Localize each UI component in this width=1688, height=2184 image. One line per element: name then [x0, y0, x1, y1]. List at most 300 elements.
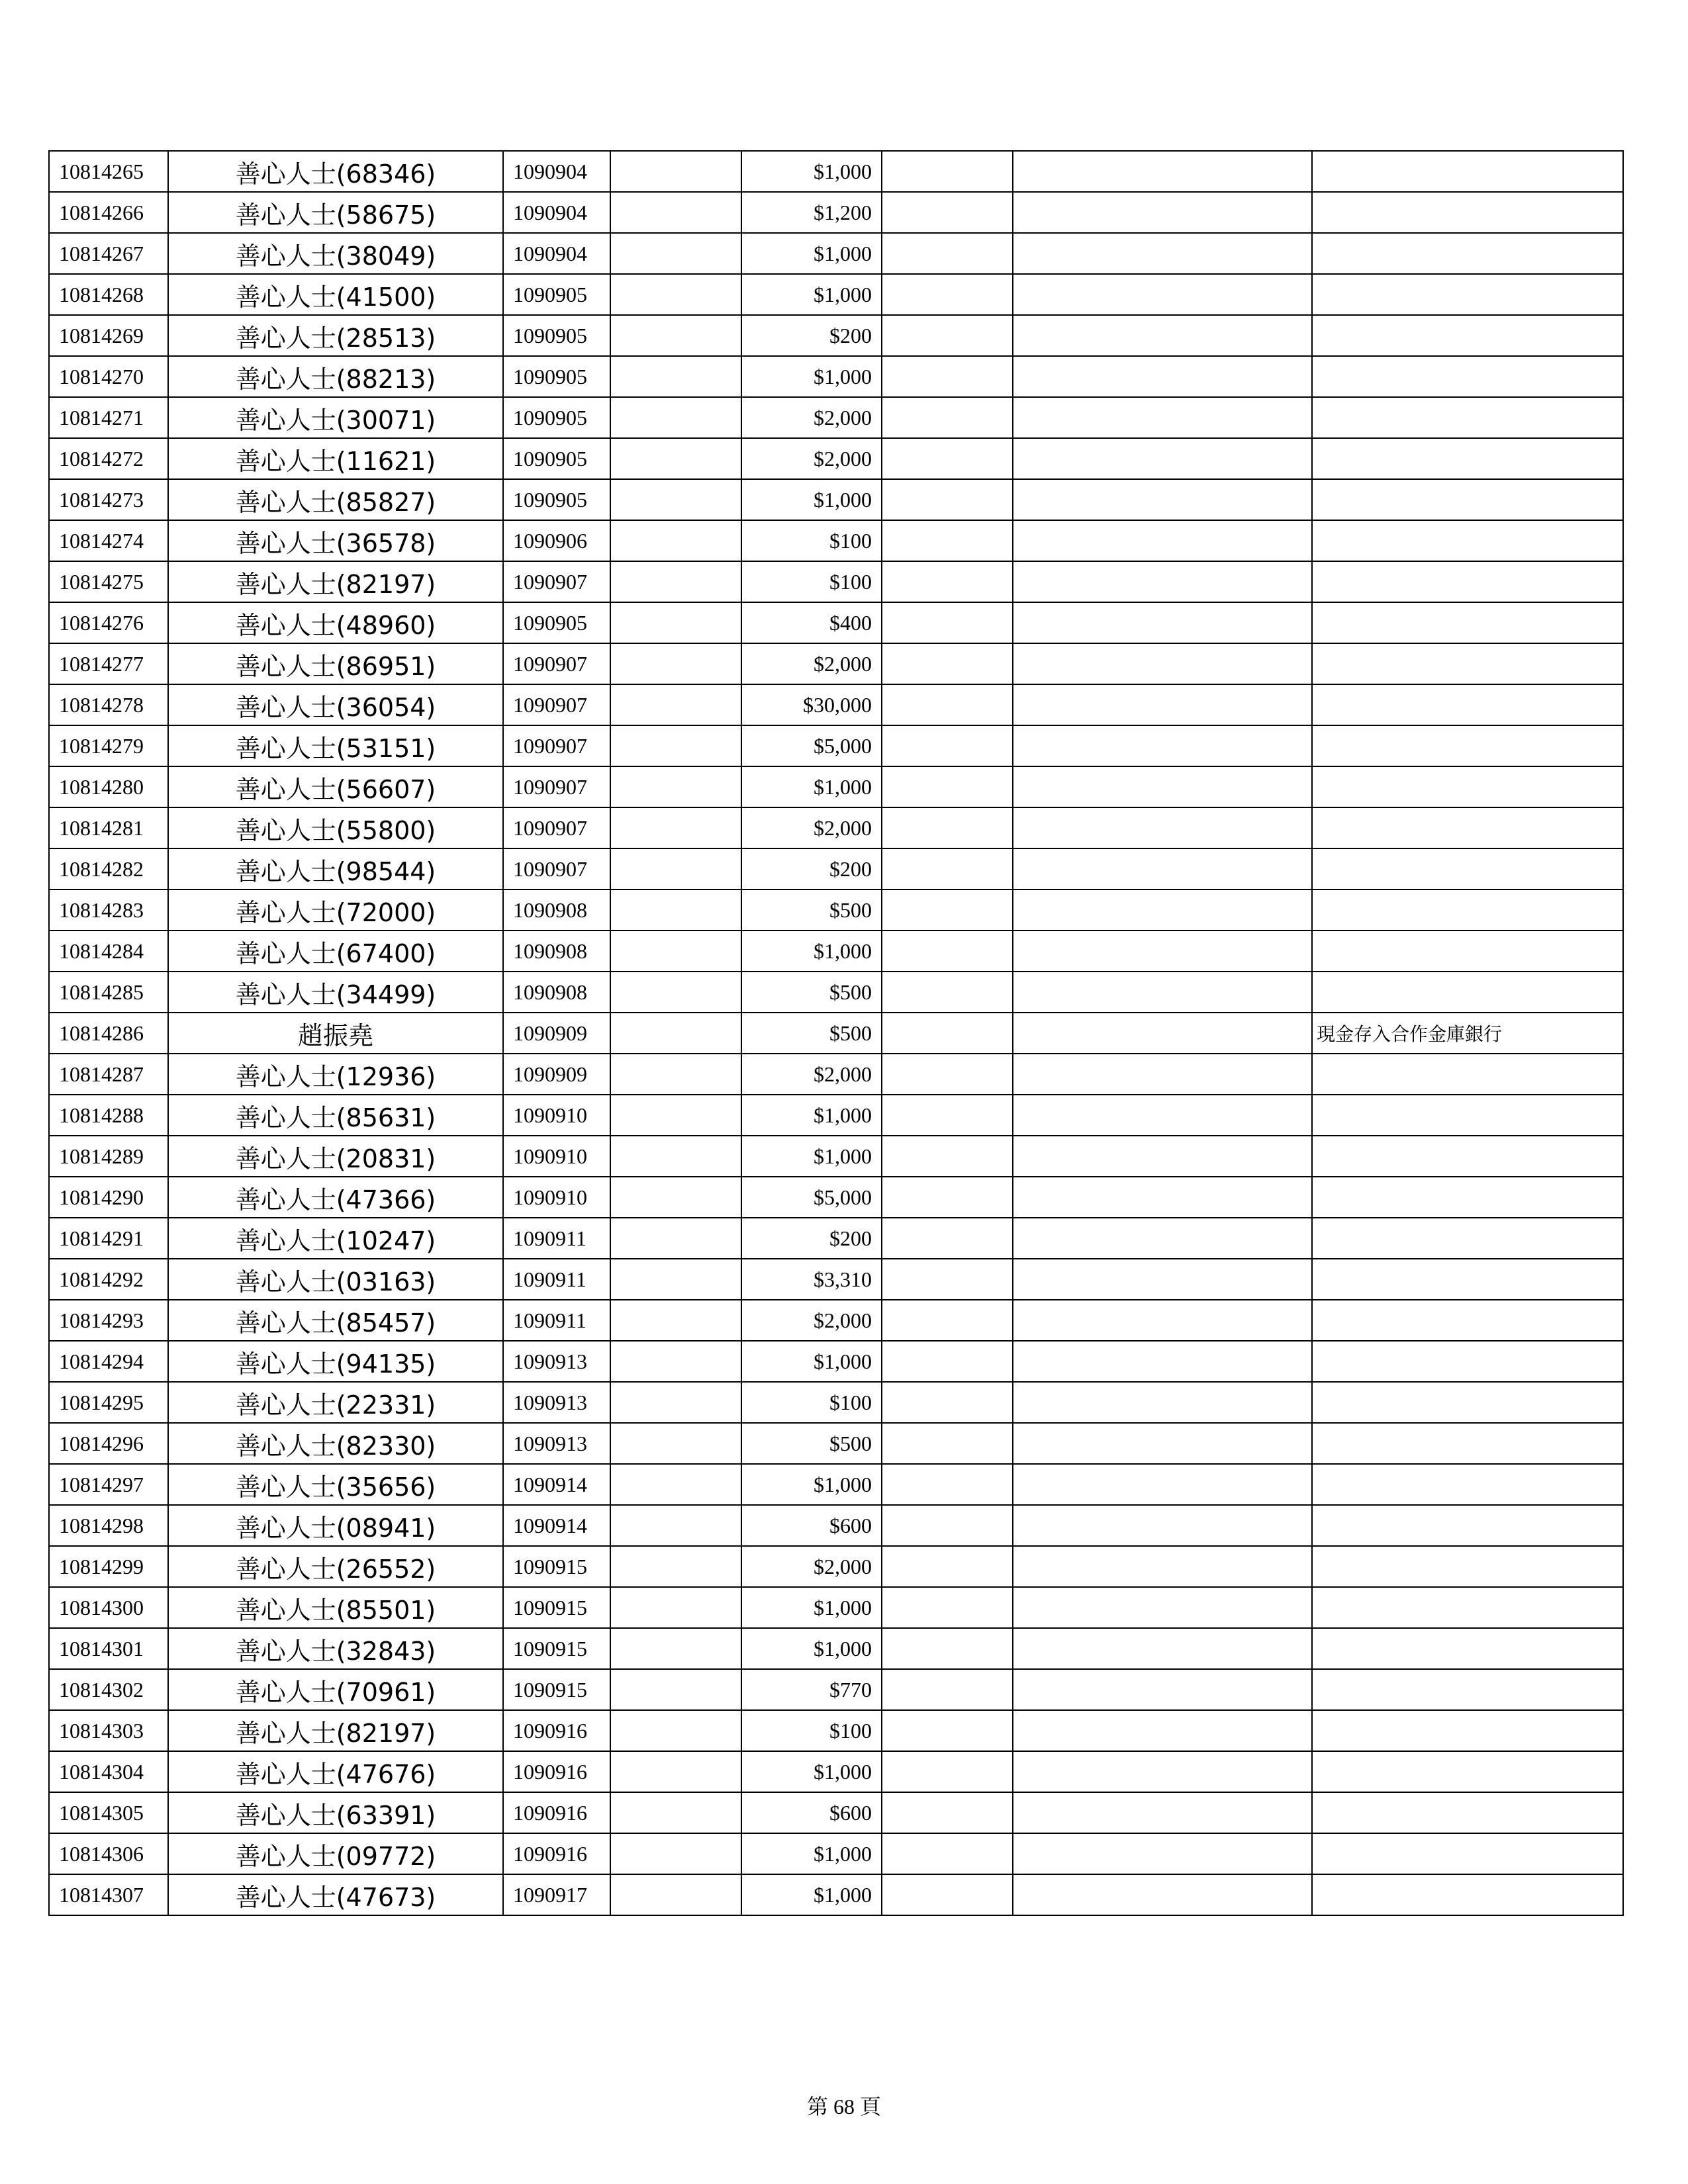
donor-name-cell: 善心人士(41500) — [168, 274, 503, 315]
note-cell — [1312, 192, 1623, 233]
empty-cell — [1013, 1464, 1312, 1505]
empty-cell — [1013, 1013, 1312, 1054]
table-row — [49, 684, 1623, 725]
empty-cell — [1013, 274, 1312, 315]
empty-cell — [1013, 1054, 1312, 1095]
empty-cell — [610, 1423, 741, 1464]
note-cell — [1312, 479, 1623, 520]
empty-cell — [882, 1054, 1013, 1095]
donor-name-cell: 善心人士(70961) — [168, 1669, 503, 1710]
receipt-id-cell: 10814305 — [49, 1792, 168, 1833]
empty-cell — [610, 274, 741, 315]
empty-cell — [882, 848, 1013, 889]
empty-cell — [882, 274, 1013, 315]
empty-cell — [610, 479, 741, 520]
empty-cell — [882, 1792, 1013, 1833]
empty-cell — [610, 315, 741, 356]
receipt-id-cell: 10814300 — [49, 1587, 168, 1628]
receipt-id-cell: 10814288 — [49, 1095, 168, 1136]
table-row — [49, 1259, 1623, 1300]
empty-cell — [882, 1546, 1013, 1587]
table-row — [49, 1669, 1623, 1710]
amount-cell: $100 — [741, 1382, 882, 1423]
empty-cell — [882, 1177, 1013, 1218]
amount-cell: $1,000 — [741, 766, 882, 807]
receipt-id-cell: 10814298 — [49, 1505, 168, 1546]
note-cell — [1312, 1177, 1623, 1218]
empty-cell — [1013, 1300, 1312, 1341]
receipt-id-cell: 10814275 — [49, 561, 168, 602]
receipt-id-cell: 10814290 — [49, 1177, 168, 1218]
receipt-id-cell: 10814278 — [49, 684, 168, 725]
empty-cell — [610, 1628, 741, 1669]
table-row — [49, 725, 1623, 766]
empty-cell — [610, 1792, 741, 1833]
donor-name-cell: 善心人士(98544) — [168, 848, 503, 889]
empty-cell — [882, 1136, 1013, 1177]
table-row — [49, 520, 1623, 561]
empty-cell — [1013, 1587, 1312, 1628]
date-cell: 1090916 — [503, 1792, 610, 1833]
donor-name-cell: 善心人士(47676) — [168, 1751, 503, 1792]
amount-cell: $30,000 — [741, 684, 882, 725]
page-number: 第 68 頁 — [806, 2095, 881, 2118]
note-cell — [1312, 1382, 1623, 1423]
empty-cell — [610, 192, 741, 233]
table-row — [49, 1464, 1623, 1505]
empty-cell — [610, 1710, 741, 1751]
table-row — [49, 643, 1623, 684]
empty-cell — [1013, 438, 1312, 479]
amount-cell: $2,000 — [741, 1300, 882, 1341]
empty-cell — [1013, 192, 1312, 233]
amount-cell: $2,000 — [741, 807, 882, 848]
date-cell: 1090911 — [503, 1259, 610, 1300]
date-cell: 1090915 — [503, 1546, 610, 1587]
note-cell — [1312, 643, 1623, 684]
donor-name-cell: 善心人士(47673) — [168, 1874, 503, 1915]
amount-cell: $1,000 — [741, 1341, 882, 1382]
empty-cell — [610, 520, 741, 561]
donor-name-cell: 善心人士(85501) — [168, 1587, 503, 1628]
note-cell — [1312, 1464, 1623, 1505]
note-cell — [1312, 1628, 1623, 1669]
table-row — [49, 766, 1623, 807]
date-cell: 1090907 — [503, 848, 610, 889]
table-row — [49, 397, 1623, 438]
empty-cell — [610, 1259, 741, 1300]
empty-cell — [610, 889, 741, 931]
table-row — [49, 274, 1623, 315]
date-cell: 1090913 — [503, 1423, 610, 1464]
receipt-id-cell: 10814269 — [49, 315, 168, 356]
note-cell — [1312, 561, 1623, 602]
donor-name-cell: 善心人士(30071) — [168, 397, 503, 438]
date-cell: 1090916 — [503, 1710, 610, 1751]
empty-cell — [610, 438, 741, 479]
date-cell: 1090907 — [503, 643, 610, 684]
table-row — [49, 807, 1623, 848]
receipt-id-cell: 10814266 — [49, 192, 168, 233]
empty-cell — [1013, 1218, 1312, 1259]
empty-cell — [610, 1382, 741, 1423]
donor-name-cell: 善心人士(12936) — [168, 1054, 503, 1095]
table-row — [49, 1710, 1623, 1751]
empty-cell — [882, 643, 1013, 684]
note-cell — [1312, 1751, 1623, 1792]
empty-cell — [1013, 848, 1312, 889]
empty-cell — [610, 1013, 741, 1054]
receipt-id-cell: 10814307 — [49, 1874, 168, 1915]
amount-cell: $1,000 — [741, 233, 882, 274]
amount-cell: $400 — [741, 602, 882, 643]
date-cell: 1090910 — [503, 1095, 610, 1136]
empty-cell — [610, 972, 741, 1013]
receipt-id-cell: 10814287 — [49, 1054, 168, 1095]
amount-cell: $500 — [741, 1013, 882, 1054]
date-cell: 1090915 — [503, 1587, 610, 1628]
empty-cell — [882, 1669, 1013, 1710]
amount-cell: $2,000 — [741, 397, 882, 438]
empty-cell — [610, 848, 741, 889]
table-row — [49, 1874, 1623, 1915]
date-cell: 1090904 — [503, 192, 610, 233]
receipt-id-cell: 10814295 — [49, 1382, 168, 1423]
receipt-id-cell: 10814284 — [49, 931, 168, 972]
amount-cell: $100 — [741, 520, 882, 561]
empty-cell — [610, 1587, 741, 1628]
amount-cell: $2,000 — [741, 1546, 882, 1587]
empty-cell — [882, 725, 1013, 766]
receipt-id-cell: 10814280 — [49, 766, 168, 807]
donor-name-cell: 善心人士(48960) — [168, 602, 503, 643]
receipt-id-cell: 10814286 — [49, 1013, 168, 1054]
date-cell: 1090905 — [503, 315, 610, 356]
amount-cell: $1,000 — [741, 931, 882, 972]
donor-name-cell: 善心人士(88213) — [168, 356, 503, 397]
note-cell — [1312, 972, 1623, 1013]
table-row — [49, 1177, 1623, 1218]
receipt-id-cell: 10814276 — [49, 602, 168, 643]
date-cell: 1090911 — [503, 1218, 610, 1259]
empty-cell — [610, 561, 741, 602]
empty-cell — [610, 684, 741, 725]
amount-cell: $1,000 — [741, 1464, 882, 1505]
amount-cell: $500 — [741, 972, 882, 1013]
date-cell: 1090909 — [503, 1013, 610, 1054]
amount-cell: $1,200 — [741, 192, 882, 233]
date-cell: 1090913 — [503, 1341, 610, 1382]
empty-cell — [610, 1833, 741, 1874]
note-cell — [1312, 1259, 1623, 1300]
receipt-id-cell: 10814302 — [49, 1669, 168, 1710]
date-cell: 1090905 — [503, 438, 610, 479]
donor-name-cell: 善心人士(22331) — [168, 1382, 503, 1423]
empty-cell — [1013, 520, 1312, 561]
donor-name-cell: 善心人士(20831) — [168, 1136, 503, 1177]
receipt-id-cell: 10814271 — [49, 397, 168, 438]
empty-cell — [882, 1464, 1013, 1505]
date-cell: 1090915 — [503, 1628, 610, 1669]
donor-name-cell: 善心人士(28513) — [168, 315, 503, 356]
table-row — [49, 889, 1623, 931]
empty-cell — [1013, 972, 1312, 1013]
empty-cell — [882, 192, 1013, 233]
empty-cell — [610, 1464, 741, 1505]
amount-cell: $1,000 — [741, 1874, 882, 1915]
donor-name-cell: 善心人士(26552) — [168, 1546, 503, 1587]
receipt-id-cell: 10814285 — [49, 972, 168, 1013]
date-cell: 1090914 — [503, 1464, 610, 1505]
amount-cell: $100 — [741, 1710, 882, 1751]
table-row — [49, 1792, 1623, 1833]
amount-cell: $1,000 — [741, 1136, 882, 1177]
donor-name-cell: 善心人士(10247) — [168, 1218, 503, 1259]
empty-cell — [610, 1177, 741, 1218]
receipt-id-cell: 10814292 — [49, 1259, 168, 1300]
empty-cell — [610, 233, 741, 274]
amount-cell: $100 — [741, 561, 882, 602]
empty-cell — [882, 972, 1013, 1013]
note-cell — [1312, 766, 1623, 807]
donor-name-cell: 善心人士(11621) — [168, 438, 503, 479]
empty-cell — [882, 807, 1013, 848]
table-row — [49, 1423, 1623, 1464]
table-row — [49, 848, 1623, 889]
empty-cell — [1013, 1833, 1312, 1874]
amount-cell: $1,000 — [741, 479, 882, 520]
donor-name-cell: 善心人士(68346) — [168, 151, 503, 192]
empty-cell — [610, 1300, 741, 1341]
empty-cell — [1013, 931, 1312, 972]
date-cell: 1090907 — [503, 766, 610, 807]
receipt-id-cell: 10814272 — [49, 438, 168, 479]
receipt-id-cell: 10814267 — [49, 233, 168, 274]
table-row — [49, 1136, 1623, 1177]
donor-name-cell: 善心人士(47366) — [168, 1177, 503, 1218]
table-row — [49, 1833, 1623, 1874]
empty-cell — [882, 766, 1013, 807]
empty-cell — [610, 1669, 741, 1710]
donor-name-cell: 善心人士(36578) — [168, 520, 503, 561]
empty-cell — [1013, 1136, 1312, 1177]
empty-cell — [610, 807, 741, 848]
empty-cell — [610, 643, 741, 684]
receipt-id-cell: 10814270 — [49, 356, 168, 397]
date-cell: 1090905 — [503, 356, 610, 397]
date-cell: 1090910 — [503, 1136, 610, 1177]
table-row — [49, 1546, 1623, 1587]
table-row — [49, 1013, 1623, 1054]
receipt-id-cell: 10814291 — [49, 1218, 168, 1259]
empty-cell — [1013, 766, 1312, 807]
amount-cell: $1,000 — [741, 1095, 882, 1136]
date-cell: 1090915 — [503, 1669, 610, 1710]
table-row — [49, 1628, 1623, 1669]
donation-ledger-table — [48, 150, 1624, 1916]
receipt-id-cell: 10814289 — [49, 1136, 168, 1177]
amount-cell: $1,000 — [741, 1628, 882, 1669]
note-cell — [1312, 1792, 1623, 1833]
receipt-id-cell: 10814293 — [49, 1300, 168, 1341]
empty-cell — [882, 1587, 1013, 1628]
amount-cell: $1,000 — [741, 1751, 882, 1792]
table-row — [49, 1341, 1623, 1382]
note-cell — [1312, 1546, 1623, 1587]
amount-cell: $200 — [741, 848, 882, 889]
amount-cell: $200 — [741, 315, 882, 356]
note-cell — [1312, 315, 1623, 356]
date-cell: 1090916 — [503, 1833, 610, 1874]
donor-name-cell: 善心人士(82197) — [168, 1710, 503, 1751]
empty-cell — [610, 1546, 741, 1587]
date-cell: 1090907 — [503, 561, 610, 602]
receipt-id-cell: 10814283 — [49, 889, 168, 931]
note-cell — [1312, 438, 1623, 479]
note-cell — [1312, 1587, 1623, 1628]
date-cell: 1090909 — [503, 1054, 610, 1095]
empty-cell — [1013, 151, 1312, 192]
note-cell: 現金存入合作金庫銀行 — [1312, 1013, 1623, 1054]
note-cell — [1312, 1669, 1623, 1710]
note-cell — [1312, 233, 1623, 274]
empty-cell — [882, 1423, 1013, 1464]
empty-cell — [882, 1300, 1013, 1341]
amount-cell: $5,000 — [741, 725, 882, 766]
date-cell: 1090910 — [503, 1177, 610, 1218]
receipt-id-cell: 10814273 — [49, 479, 168, 520]
table-row — [49, 1300, 1623, 1341]
empty-cell — [882, 1013, 1013, 1054]
date-cell: 1090904 — [503, 151, 610, 192]
receipt-id-cell: 10814294 — [49, 1341, 168, 1382]
table-row — [49, 151, 1623, 192]
empty-cell — [882, 1874, 1013, 1915]
donor-name-cell: 善心人士(35656) — [168, 1464, 503, 1505]
empty-cell — [1013, 1751, 1312, 1792]
empty-cell — [610, 725, 741, 766]
empty-cell — [1013, 1628, 1312, 1669]
donor-name-cell: 善心人士(82330) — [168, 1423, 503, 1464]
donor-name-cell: 善心人士(72000) — [168, 889, 503, 931]
date-cell: 1090908 — [503, 972, 610, 1013]
receipt-id-cell: 10814299 — [49, 1546, 168, 1587]
note-cell — [1312, 1341, 1623, 1382]
empty-cell — [882, 397, 1013, 438]
note-cell — [1312, 1710, 1623, 1751]
amount-cell: $600 — [741, 1505, 882, 1546]
empty-cell — [1013, 1177, 1312, 1218]
empty-cell — [882, 602, 1013, 643]
empty-cell — [882, 1095, 1013, 1136]
donor-name-cell: 善心人士(55800) — [168, 807, 503, 848]
date-cell: 1090914 — [503, 1505, 610, 1546]
table-row — [49, 1587, 1623, 1628]
empty-cell — [610, 931, 741, 972]
note-cell — [1312, 889, 1623, 931]
table-row — [49, 1382, 1623, 1423]
empty-cell — [1013, 1423, 1312, 1464]
empty-cell — [1013, 479, 1312, 520]
empty-cell — [882, 356, 1013, 397]
date-cell: 1090905 — [503, 479, 610, 520]
empty-cell — [610, 397, 741, 438]
donor-name-cell: 善心人士(94135) — [168, 1341, 503, 1382]
empty-cell — [882, 151, 1013, 192]
empty-cell — [610, 1874, 741, 1915]
table-row — [49, 972, 1623, 1013]
empty-cell — [1013, 1259, 1312, 1300]
empty-cell — [1013, 1546, 1312, 1587]
donor-name-cell: 善心人士(82197) — [168, 561, 503, 602]
amount-cell: $500 — [741, 1423, 882, 1464]
note-cell — [1312, 1874, 1623, 1915]
donor-name-cell: 善心人士(63391) — [168, 1792, 503, 1833]
empty-cell — [882, 520, 1013, 561]
table-row — [49, 1751, 1623, 1792]
empty-cell — [1013, 1505, 1312, 1546]
date-cell: 1090905 — [503, 397, 610, 438]
empty-cell — [1013, 1095, 1312, 1136]
empty-cell — [1013, 356, 1312, 397]
note-cell — [1312, 1136, 1623, 1177]
empty-cell — [1013, 1874, 1312, 1915]
note-cell — [1312, 602, 1623, 643]
ledger-body — [49, 151, 1623, 1915]
amount-cell: $2,000 — [741, 438, 882, 479]
note-cell — [1312, 1833, 1623, 1874]
table-row — [49, 438, 1623, 479]
donor-name-cell: 善心人士(85631) — [168, 1095, 503, 1136]
donor-name-cell: 善心人士(67400) — [168, 931, 503, 972]
donor-name-cell: 善心人士(53151) — [168, 725, 503, 766]
empty-cell — [1013, 1382, 1312, 1423]
donor-name-cell: 善心人士(09772) — [168, 1833, 503, 1874]
empty-cell — [1013, 1710, 1312, 1751]
table-row — [49, 315, 1623, 356]
empty-cell — [882, 233, 1013, 274]
empty-cell — [882, 931, 1013, 972]
donor-name-cell: 善心人士(85827) — [168, 479, 503, 520]
date-cell: 1090916 — [503, 1751, 610, 1792]
empty-cell — [610, 356, 741, 397]
receipt-id-cell: 10814296 — [49, 1423, 168, 1464]
empty-cell — [882, 889, 1013, 931]
note-cell — [1312, 931, 1623, 972]
date-cell: 1090917 — [503, 1874, 610, 1915]
empty-cell — [882, 1833, 1013, 1874]
note-cell — [1312, 1054, 1623, 1095]
receipt-id-cell: 10814301 — [49, 1628, 168, 1669]
note-cell — [1312, 397, 1623, 438]
empty-cell — [610, 766, 741, 807]
empty-cell — [882, 315, 1013, 356]
date-cell: 1090907 — [503, 725, 610, 766]
receipt-id-cell: 10814274 — [49, 520, 168, 561]
donor-name-cell: 善心人士(03163) — [168, 1259, 503, 1300]
empty-cell — [1013, 1669, 1312, 1710]
receipt-id-cell: 10814303 — [49, 1710, 168, 1751]
date-cell: 1090908 — [503, 931, 610, 972]
date-cell: 1090905 — [503, 274, 610, 315]
empty-cell — [882, 1628, 1013, 1669]
donor-name-cell: 善心人士(58675) — [168, 192, 503, 233]
empty-cell — [1013, 315, 1312, 356]
empty-cell — [882, 1382, 1013, 1423]
table-row — [49, 931, 1623, 972]
note-cell — [1312, 520, 1623, 561]
note-cell — [1312, 848, 1623, 889]
